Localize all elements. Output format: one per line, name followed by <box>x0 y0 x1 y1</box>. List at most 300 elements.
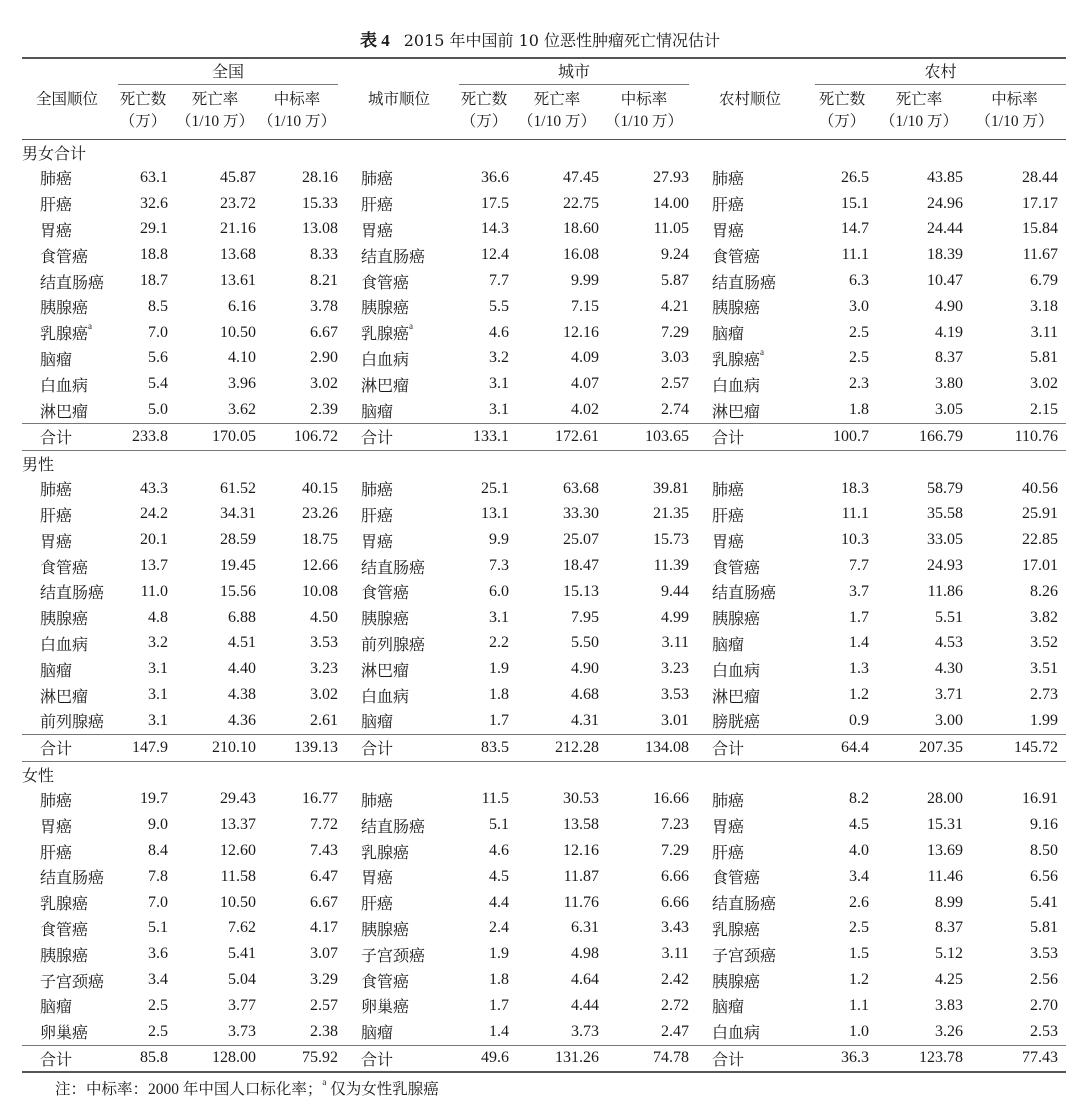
cancer-name-text: 白血病 <box>712 377 761 395</box>
rural-deaths-value: 2.5 <box>849 323 869 341</box>
table-row <box>22 708 1066 734</box>
urban-rate-value: 4.09 <box>571 349 599 367</box>
table-title-text: 2015 年中国前 10 位恶性肿瘤死亡情况估计 <box>403 31 721 50</box>
national-deaths-value: 11.0 <box>140 582 168 600</box>
cancer-name-text: 食管癌 <box>361 585 410 603</box>
national-rate-value: 5.04 <box>228 971 256 988</box>
urban-cancer-name <box>338 890 453 916</box>
rural-cancer-name <box>689 967 809 993</box>
table-row <box>22 1019 1066 1045</box>
rural-rank-header: 农村顺位 <box>689 85 809 140</box>
rural-deaths-value: 1.7 <box>849 608 869 626</box>
cancer-name-text: 脑瘤 <box>712 326 745 344</box>
urban-deaths-value: 5.5 <box>489 297 509 315</box>
national-rate-value: 13.61 <box>220 272 256 290</box>
national-deaths-value: 5.4 <box>148 375 168 393</box>
urban-asr-value: 5.87 <box>661 272 689 290</box>
rural-cancer-name <box>689 476 809 502</box>
urban-deaths-value: 1.7 <box>489 996 509 1014</box>
rural-asr-value: 15.84 <box>1022 220 1058 238</box>
national-asr-value: 15.33 <box>302 194 338 212</box>
rural-deaths-value: 6.3 <box>849 272 869 290</box>
urban-deaths-value: 4.6 <box>489 842 509 860</box>
rural-cancer-name <box>689 656 809 682</box>
table-row <box>22 941 1066 967</box>
cancer-name-text: 结直肠癌 <box>361 559 426 577</box>
rural-asr-value: 5.81 <box>1030 919 1058 937</box>
urban-cancer-name <box>338 527 453 553</box>
rural-deaths-value: 26.5 <box>841 168 869 186</box>
urban-cancer-name <box>338 916 453 942</box>
cancer-name-text: 肝癌 <box>361 507 394 525</box>
national-cancer-name <box>22 397 112 423</box>
header-line1: 死亡数 <box>460 91 508 108</box>
cancer-name-text: 食管癌 <box>361 274 410 292</box>
rural-deaths-value: 1.0 <box>849 1022 869 1040</box>
rural-cancer-name <box>689 165 809 191</box>
cancer-name-text: 胰腺癌 <box>361 921 410 939</box>
urban-cancer-name <box>338 993 453 1019</box>
urban-cancer-name <box>338 605 453 631</box>
cancer-name-text: 胰腺癌 <box>712 973 761 991</box>
rural-asr-value: 3.11 <box>1030 323 1058 341</box>
national-deaths-value: 5.6 <box>148 349 168 367</box>
cancer-name-text: 白血病 <box>40 377 89 395</box>
urban-rate-value: 3.73 <box>571 1022 599 1040</box>
urban-rate-value: 131.26 <box>515 1045 599 1072</box>
urban-rate-value: 4.02 <box>571 401 599 419</box>
urban-cancer-name <box>338 502 453 528</box>
urban-deaths-value: 3.1 <box>489 608 509 626</box>
urban-deaths-value: 1.9 <box>489 945 509 963</box>
urban-rate-value: 16.08 <box>563 246 599 264</box>
rural-rate-value: 3.00 <box>935 711 963 729</box>
cancer-name-text: 淋巴瘤 <box>40 403 89 421</box>
national-deaths-value: 24.2 <box>140 505 168 523</box>
section-header-row <box>22 140 1066 166</box>
urban-asr-value: 27.93 <box>653 168 689 186</box>
rural-deaths-value: 1.1 <box>849 996 869 1014</box>
urban-rate-value: 13.58 <box>563 816 599 834</box>
urban-deaths-value: 12.4 <box>481 246 509 264</box>
cancer-name-text: 脑瘤 <box>40 999 73 1017</box>
rural-cancer-name <box>689 579 809 605</box>
rural-deaths-value: 4.5 <box>849 816 869 834</box>
cancer-name-text: 卵巢癌 <box>40 1025 89 1043</box>
rural-asr-value: 16.91 <box>1022 790 1058 808</box>
table-row <box>22 268 1066 294</box>
rural-asr-value: 17.01 <box>1022 557 1058 575</box>
table-row <box>22 476 1066 502</box>
national-rate-value: 10.50 <box>220 893 256 911</box>
header-line1: 中标率 <box>620 91 668 108</box>
national-rate-header <box>174 85 256 140</box>
header-line1: 中标率 <box>273 91 321 108</box>
rural-cancer-name <box>689 631 809 657</box>
cancer-name-text: 肝癌 <box>40 507 73 525</box>
national-asr-value: 106.72 <box>256 423 338 450</box>
cancer-name-text: 结直肠癌 <box>40 870 105 888</box>
national-deaths-value: 29.1 <box>140 220 168 238</box>
urban-deaths-value: 36.6 <box>481 168 509 186</box>
urban-asr-value: 9.24 <box>661 246 689 264</box>
cancer-name-text: 前列腺癌 <box>40 714 105 732</box>
national-rate-value: 170.05 <box>174 423 256 450</box>
national-rate-value: 10.50 <box>220 323 256 341</box>
rural-rate-value: 10.47 <box>927 272 963 290</box>
urban-rate-value: 4.90 <box>571 660 599 678</box>
national-rate-value: 61.52 <box>220 479 256 497</box>
urban-asr-value: 3.53 <box>661 686 689 704</box>
rural-cancer-name <box>689 1019 809 1045</box>
cancer-name-text: 胃癌 <box>361 222 394 240</box>
urban-asr-value: 6.66 <box>661 893 689 911</box>
rural-asr-value: 1.99 <box>1030 711 1058 729</box>
rural-rate-value: 24.96 <box>927 194 963 212</box>
urban-deaths-value: 1.8 <box>489 971 509 988</box>
table-row <box>22 916 1066 942</box>
cancer-name-text: 结直肠癌 <box>40 585 105 603</box>
table-row <box>22 294 1066 320</box>
cancer-name-text: 脑瘤 <box>361 1025 394 1043</box>
national-cancer-name <box>22 890 112 916</box>
rural-cancer-name <box>689 346 809 372</box>
urban-asr-value: 3.23 <box>661 660 689 678</box>
national-rate-value: 5.41 <box>228 945 256 963</box>
rural-asr-value: 77.43 <box>963 1045 1066 1072</box>
national-cancer-name <box>22 605 112 631</box>
cancer-name-text: 子宫颈癌 <box>361 947 426 965</box>
urban-asr-value: 9.44 <box>661 582 689 600</box>
national-cancer-name <box>22 320 112 346</box>
rural-deaths-value: 2.5 <box>849 349 869 367</box>
national-cancer-name <box>22 967 112 993</box>
cancer-name-text: 肺癌 <box>40 792 73 810</box>
national-cancer-name <box>22 191 112 217</box>
cancer-name-text: 合计 <box>40 741 73 759</box>
rural-cancer-name <box>689 371 809 397</box>
rural-rate-value: 11.86 <box>927 582 963 600</box>
table-row <box>22 605 1066 631</box>
national-asr-value: 6.67 <box>310 893 338 911</box>
rural-rate-value: 43.85 <box>927 168 963 186</box>
urban-cancer-name <box>338 294 453 320</box>
urban-asr-value: 7.29 <box>661 323 689 341</box>
rural-asr-value: 145.72 <box>963 734 1066 761</box>
cancer-name-text: 合计 <box>712 741 745 759</box>
urban-rate-value: 9.99 <box>571 272 599 290</box>
national-rate-value: 7.62 <box>228 919 256 937</box>
urban-rate-value: 4.07 <box>571 375 599 393</box>
rural-cancer-name <box>689 708 809 734</box>
rural-deaths-value: 1.2 <box>849 686 869 704</box>
header-line2: （万） <box>119 113 167 130</box>
cancer-name-text: 肝癌 <box>712 197 745 215</box>
national-cancer-name <box>22 371 112 397</box>
cancer-name-text: 胰腺癌 <box>712 300 761 318</box>
urban-rate-value: 33.30 <box>563 505 599 523</box>
rural-rate-value: 58.79 <box>927 479 963 497</box>
urban-rate-value: 4.64 <box>571 971 599 988</box>
national-deaths-value: 7.8 <box>148 867 168 885</box>
cancer-name-text: 子宫颈癌 <box>40 973 105 991</box>
cancer-name-text: 胃癌 <box>40 222 73 240</box>
header-line2: （万） <box>460 113 508 130</box>
table-row <box>22 217 1066 243</box>
urban-cancer-name <box>338 941 453 967</box>
rural-deaths-value: 1.5 <box>849 945 869 963</box>
cancer-name-text: 胃癌 <box>40 818 73 836</box>
rural-asr-value: 8.26 <box>1030 582 1058 600</box>
header-line2: （1/10 万） <box>518 113 596 130</box>
rural-cancer-name <box>689 294 809 320</box>
rural-rate-value: 18.39 <box>927 246 963 264</box>
urban-cancer-name <box>338 631 453 657</box>
table-row <box>22 553 1066 579</box>
national-deaths-value: 3.1 <box>148 660 168 678</box>
cancer-name-text: 胃癌 <box>712 533 745 551</box>
urban-cancer-name <box>338 1019 453 1045</box>
rural-rate-value: 8.99 <box>935 893 963 911</box>
national-rate-value: 34.31 <box>220 505 256 523</box>
rural-deaths-value: 1.8 <box>849 401 869 419</box>
national-asr-value: 40.15 <box>302 479 338 497</box>
rural-asr-value: 6.79 <box>1030 272 1058 290</box>
national-asr-value: 7.72 <box>310 816 338 834</box>
cancer-name-text: 食管癌 <box>712 870 761 888</box>
national-asr-value: 2.90 <box>310 349 338 367</box>
urban-deaths-value: 25.1 <box>481 479 509 497</box>
urban-deaths-value: 9.9 <box>489 531 509 549</box>
urban-cancer-name <box>338 579 453 605</box>
header-line2: （1/10 万） <box>880 113 958 130</box>
rural-deaths-value: 0.9 <box>849 711 869 729</box>
cancer-name-text: 合计 <box>361 430 394 448</box>
cancer-name-text: 胃癌 <box>361 870 394 888</box>
national-rate-value: 15.56 <box>220 582 256 600</box>
national-asr-value: 13.08 <box>302 220 338 238</box>
header-line2: （1/10 万） <box>176 113 254 130</box>
national-rate-value: 4.40 <box>228 660 256 678</box>
national-cancer-name <box>22 838 112 864</box>
national-deaths-value: 147.9 <box>112 734 174 761</box>
rural-asr-value: 11.67 <box>1022 246 1058 264</box>
rural-cancer-name <box>689 397 809 423</box>
rural-deaths-value: 100.7 <box>809 423 875 450</box>
national-asr-value: 23.26 <box>302 505 338 523</box>
table-row <box>22 242 1066 268</box>
urban-asr-value: 2.42 <box>661 971 689 988</box>
national-asr-value: 3.53 <box>310 634 338 652</box>
rural-asr-value: 2.53 <box>1030 1022 1058 1040</box>
cancer-name-text: 脑瘤 <box>712 636 745 654</box>
national-rate-value: 13.68 <box>220 246 256 264</box>
national-cancer-name <box>22 812 112 838</box>
urban-cancer-name <box>338 371 453 397</box>
cancer-name-text: 肺癌 <box>40 171 73 189</box>
rural-asr-value: 3.82 <box>1030 608 1058 626</box>
rural-asr-value: 3.18 <box>1030 297 1058 315</box>
cancer-name-text: 合计 <box>361 741 394 759</box>
cancer-name-text: 白血病 <box>712 1025 761 1043</box>
table-row <box>22 346 1066 372</box>
cancer-name-text: 结直肠癌 <box>40 274 105 292</box>
national-rate-value: 4.36 <box>228 711 256 729</box>
urban-deaths-value: 13.1 <box>481 505 509 523</box>
urban-rate-value: 18.60 <box>563 220 599 238</box>
urban-deaths-value: 83.5 <box>453 734 515 761</box>
rural-cancer-name <box>689 812 809 838</box>
section-header-row <box>22 761 1066 787</box>
rural-asr-value: 28.44 <box>1022 168 1058 186</box>
urban-rate-value: 30.53 <box>563 790 599 808</box>
total-row <box>22 1045 1066 1072</box>
national-cancer-name <box>22 476 112 502</box>
national-asr-value: 28.16 <box>302 168 338 186</box>
national-cancer-name <box>22 631 112 657</box>
national-rate-value: 4.10 <box>228 349 256 367</box>
urban-asr-value: 6.66 <box>661 867 689 885</box>
national-cancer-name <box>22 502 112 528</box>
urban-deaths-value: 4.5 <box>489 867 509 885</box>
cancer-name-text: 脑瘤 <box>40 351 73 369</box>
cancer-name-text: 卵巢癌 <box>361 999 410 1017</box>
national-cancer-name <box>22 294 112 320</box>
cancer-name-text: 白血病 <box>361 351 410 369</box>
national-deaths-value: 7.0 <box>148 893 168 911</box>
rural-cancer-name <box>689 993 809 1019</box>
urban-rate-value: 6.31 <box>571 919 599 937</box>
cancer-name-text: 胰腺癌 <box>40 947 89 965</box>
cancer-name-text: 脑瘤 <box>712 999 745 1017</box>
rural-rate-value: 35.58 <box>927 505 963 523</box>
rural-rate-value: 24.44 <box>927 220 963 238</box>
header-spacer <box>22 58 112 85</box>
urban-cancer-name <box>338 1045 453 1072</box>
urban-rate-value: 11.76 <box>563 893 599 911</box>
rural-asr-value: 17.17 <box>1022 194 1058 212</box>
national-asr-value: 2.38 <box>310 1022 338 1040</box>
urban-deaths-value: 14.3 <box>481 220 509 238</box>
cancer-name-text: 合计 <box>40 430 73 448</box>
urban-cancer-name <box>338 708 453 734</box>
cancer-name-text: 结直肠癌 <box>712 585 777 603</box>
national-asr-value: 4.50 <box>310 608 338 626</box>
national-asr-value: 12.66 <box>302 557 338 575</box>
footnote-marker: a <box>322 1077 327 1087</box>
national-deaths-value: 32.6 <box>140 194 168 212</box>
national-deaths-value: 63.1 <box>140 168 168 186</box>
cancer-name-text: 胰腺癌 <box>40 611 89 629</box>
rural-cancer-name <box>689 217 809 243</box>
cancer-name-text: 淋巴瘤 <box>712 688 761 706</box>
urban-rate-value: 25.07 <box>563 531 599 549</box>
rural-deaths-value: 2.3 <box>849 375 869 393</box>
rural-asr-header <box>963 85 1066 140</box>
national-deaths-header <box>112 85 174 140</box>
national-cancer-name <box>22 1019 112 1045</box>
section-label: 女性 <box>22 767 55 785</box>
cancer-name-text: 脑瘤 <box>361 403 394 421</box>
national-cancer-name <box>22 423 112 450</box>
rural-deaths-value: 18.3 <box>841 479 869 497</box>
footnote-marker: a <box>409 321 414 332</box>
urban-asr-value: 2.74 <box>661 401 689 419</box>
urban-asr-header <box>599 85 689 140</box>
urban-rate-value: 172.61 <box>515 423 599 450</box>
rural-deaths-value: 8.2 <box>849 790 869 808</box>
urban-deaths-value: 1.4 <box>489 1022 509 1040</box>
rural-deaths-value: 11.1 <box>841 505 869 523</box>
urban-rate-value: 5.50 <box>571 634 599 652</box>
section-label: 男女合计 <box>22 146 87 163</box>
rural-rate-value: 13.69 <box>927 842 963 860</box>
cancer-name-text: 食管癌 <box>40 559 89 577</box>
cancer-name-text: 肝癌 <box>40 197 73 215</box>
rural-asr-value: 2.70 <box>1030 996 1058 1014</box>
rural-asr-value: 5.41 <box>1030 893 1058 911</box>
urban-deaths-value: 7.7 <box>489 272 509 290</box>
national-asr-value: 139.13 <box>256 734 338 761</box>
rural-rate-value: 8.37 <box>935 349 963 367</box>
rural-asr-value: 22.85 <box>1022 531 1058 549</box>
urban-rate-value: 4.98 <box>571 945 599 963</box>
rural-cancer-name <box>689 605 809 631</box>
cancer-name-text: 食管癌 <box>361 973 410 991</box>
table-row <box>22 165 1066 191</box>
rural-rate-value: 4.19 <box>935 323 963 341</box>
urban-rate-value: 47.45 <box>563 168 599 186</box>
cancer-name-text: 肺癌 <box>361 792 394 810</box>
table-row <box>22 631 1066 657</box>
group-header-national: 全国 <box>112 58 338 85</box>
cancer-name-text: 肝癌 <box>40 844 73 862</box>
rural-asr-value: 8.50 <box>1030 842 1058 860</box>
urban-rate-value: 18.47 <box>563 557 599 575</box>
rural-asr-value: 5.81 <box>1030 349 1058 367</box>
cancer-name-text: 胰腺癌 <box>361 611 410 629</box>
national-asr-value: 8.33 <box>310 246 338 264</box>
header-line1: 死亡率 <box>533 91 581 108</box>
cancer-name-text: 胃癌 <box>712 222 745 240</box>
rural-deaths-header <box>809 85 875 140</box>
cancer-name-text: 乳腺癌 <box>361 844 410 862</box>
cancer-name-text: 肝癌 <box>712 507 745 525</box>
national-cancer-name <box>22 1045 112 1072</box>
national-rate-value: 21.16 <box>220 220 256 238</box>
rural-cancer-name <box>689 242 809 268</box>
cancer-name-text: 胰腺癌 <box>712 611 761 629</box>
urban-deaths-value: 2.4 <box>489 919 509 937</box>
total-row <box>22 423 1066 450</box>
national-deaths-value: 13.7 <box>140 557 168 575</box>
national-cancer-name <box>22 553 112 579</box>
rural-cancer-name <box>689 916 809 942</box>
cancer-name-text: 乳腺癌 <box>712 921 761 939</box>
table-row <box>22 191 1066 217</box>
national-rate-value: 4.38 <box>228 686 256 704</box>
rural-deaths-value: 3.7 <box>849 582 869 600</box>
urban-asr-value: 3.01 <box>661 711 689 729</box>
rural-deaths-value: 1.4 <box>849 634 869 652</box>
urban-asr-value: 74.78 <box>599 1045 689 1072</box>
cancer-name-text: 白血病 <box>712 662 761 680</box>
urban-cancer-name <box>338 165 453 191</box>
urban-asr-value: 39.81 <box>653 479 689 497</box>
cancer-name-text: 脑瘤 <box>361 714 394 732</box>
rural-asr-value: 25.91 <box>1022 505 1058 523</box>
header-spacer <box>689 58 809 85</box>
